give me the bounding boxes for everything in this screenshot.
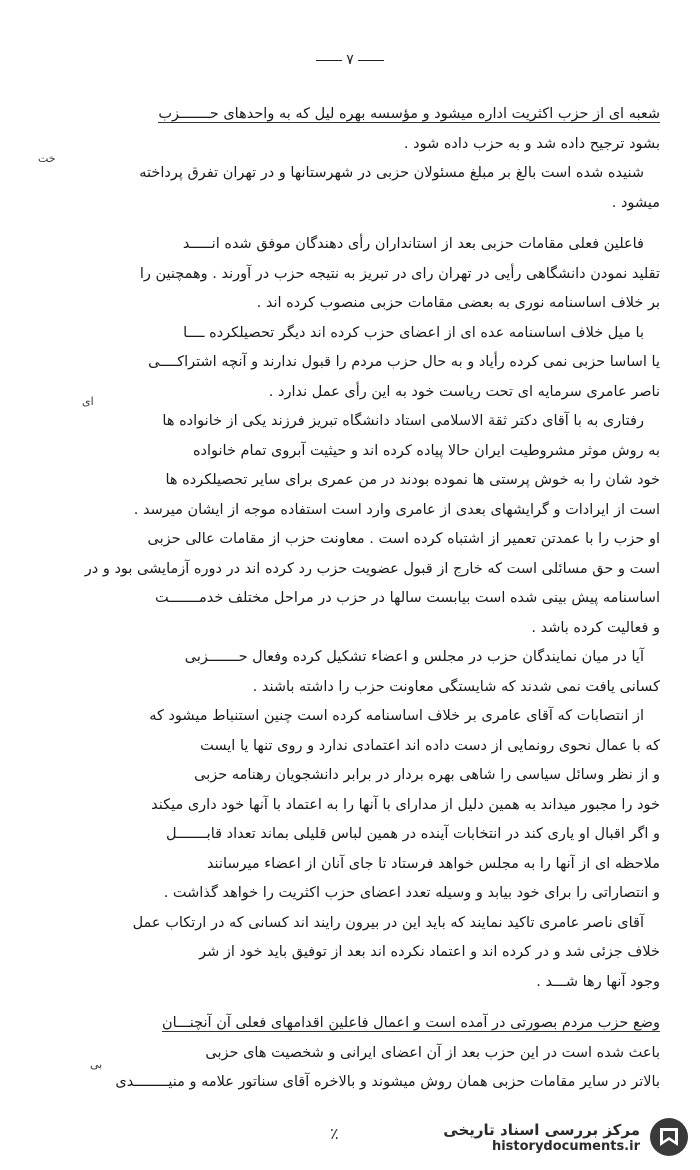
- text-line: او حزب را با عمدتن تعمیر از اشتباه کرده است . معاونت حزب از مقامات عالی حزبی: [147, 531, 660, 547]
- margin-note: بی: [90, 1058, 103, 1071]
- text-line: شنیده شده است بالغ بر مبلغ مسئولان حزبی در شهرستانها و در تهران تفرق پرداخته: [139, 165, 644, 181]
- text-line: با میل خلاف اساسنامه عده ای از اعضای حزب کرده اند دیگر تحصیلکرده ــــا: [183, 324, 644, 341]
- text-line: باعث شده است در این حزب بعد از آن اعضای ایرانی و شخصیت های حزبی: [205, 1044, 660, 1061]
- text-line: است و حق مسائلی است که خارج از قبول عضویت حزب رد کرده اند در دوره آزمایشی بود و در: [84, 560, 660, 577]
- text-line: یا اساسا حزبی نمی کرده رأیاد و به حال حزب مردم را قبول ندارند و آنچه اشتراکــــی: [148, 354, 660, 370]
- watermark-title: مرکز بررسی اسناد تاریخی: [443, 1120, 640, 1139]
- text-line: که با عمال نحوی رونمایی از دست داده اند اعتمادی ندارد و روی تنها یا ایست: [200, 737, 660, 754]
- margin-note: خت: [38, 152, 56, 165]
- text-line: خود شان را به خوش پرستی ها نموده بودند در من عمری برای سایر تحصیلکرده ها: [165, 472, 660, 488]
- text-line: به روش موثر مشروطیت ایران حالا پیاده کرده اند و حیثیت آبروی تمام خانواده: [192, 442, 660, 459]
- page-number: ۷: [300, 52, 400, 68]
- text-line: شعبه ای از حزب اکثریت اداره میشود و مؤسسه بهره لیل که به واحدهای حـــــــزب: [158, 106, 660, 122]
- document-body: [70, 100, 660, 1098]
- text-line: وجود آنها رها شـــد .: [536, 973, 660, 990]
- text-line: خود را مجبور میداند به همین دلیل از مدارای با آنها را به اعتماد با آنها خود داری میکند: [151, 796, 660, 813]
- footer-mark: ٪: [330, 1124, 339, 1143]
- text-line: و اگر اقبال او یاری کند در انتخابات آینده در همین لباس قلیلی بماند تعداد قابـــــــل: [165, 826, 660, 842]
- text-line: ناصر عامری سرمایه ای تحت ریاست خود به این رأی عمل ندارد .: [268, 383, 660, 400]
- text-line: کسانی یافت نمی شدند که شایستگی معاونت حزب را داشته باشند .: [252, 678, 660, 695]
- text-line: است از ایرادات و گرایشهای بعدی از عامری وارد است استفاده موجه از ایشان میرسد .: [133, 501, 660, 518]
- text-line: ملاحظه ای از آنها را به مجلس خواهد فرستاد تا جای آنان از اعضاء میرسانند: [206, 855, 660, 872]
- text-line: فاعلین فعلی مقامات حزبی بعد از استانداران رأی دهندگان موفق شده انـــــد: [182, 236, 644, 252]
- margin-note: ای: [82, 395, 94, 408]
- text-line: و فعالیت کرده باشد .: [531, 619, 660, 636]
- text-line: و انتصاراتی را برای خود بیابد و وسیله تعدد اعضای حزب اکثریت را خواهد گذاشت .: [163, 885, 660, 901]
- text-line: خلاف جزئی شد و در کرده اند و اعتماد نکرده اند بعد از توفیق باید خود از شر: [199, 944, 660, 960]
- text-line: آیا در میان نمایندگان حزب در مجلس و اعضاء تشکیل کرده وفعال حـــــــزبی: [184, 649, 644, 665]
- text-line: تقلید نمودن دانشگاهی رأیی در تهران رای در تبریز به نتیجه حزب در آورند . وهمچنین را: [139, 265, 660, 282]
- watermark: [400, 1112, 690, 1162]
- text-line: از انتصابات که آقای عامری بر خلاف اساسنامه کرده است چنین استنباط میشود که: [149, 708, 644, 724]
- watermark-url: historydocuments.ir: [491, 1138, 640, 1154]
- watermark-text: [443, 1121, 640, 1154]
- text-line: آقای ناصر عامری تاکید نمایند که باید این در بیرون رایند اند کسانی که در ارتکاب عمل: [132, 914, 644, 931]
- text-line: اساسنامه پیش بینی شده است بیابست سالها در حزب در مراحل مختلف خدمـــــــت: [155, 590, 660, 606]
- text-line: بشود ترجیح داده شد و به حزب داده شود .: [403, 135, 660, 152]
- archive-logo-icon: [648, 1116, 690, 1158]
- text-line: و از نظر وسائل سیاسی را شاهی بهره بردار در برابر دانشجویان رهنامه حزبی: [194, 767, 660, 783]
- text-line: رفتاری به با آقای دکتر ثقة الاسلامی استاد دانشگاه تبریز فرزند یکی از خانواده ها: [162, 413, 644, 429]
- text-line: بالاتر در سایر مقامات حزبی همان روش میشوند و بالاخره آقای سناتور علامه و منیــــــــدی: [115, 1074, 660, 1090]
- text-line: وضع حزب مردم بصورتی در آمده است و اعمال فاعلین اقدامهای فعلی آن آنچنـــان: [161, 1015, 660, 1031]
- text-line: بر خلاف اساسنامه نوری به بعضی مقامات حزبی منصوب کرده اند .: [256, 295, 660, 311]
- text-line: میشود .: [611, 194, 660, 211]
